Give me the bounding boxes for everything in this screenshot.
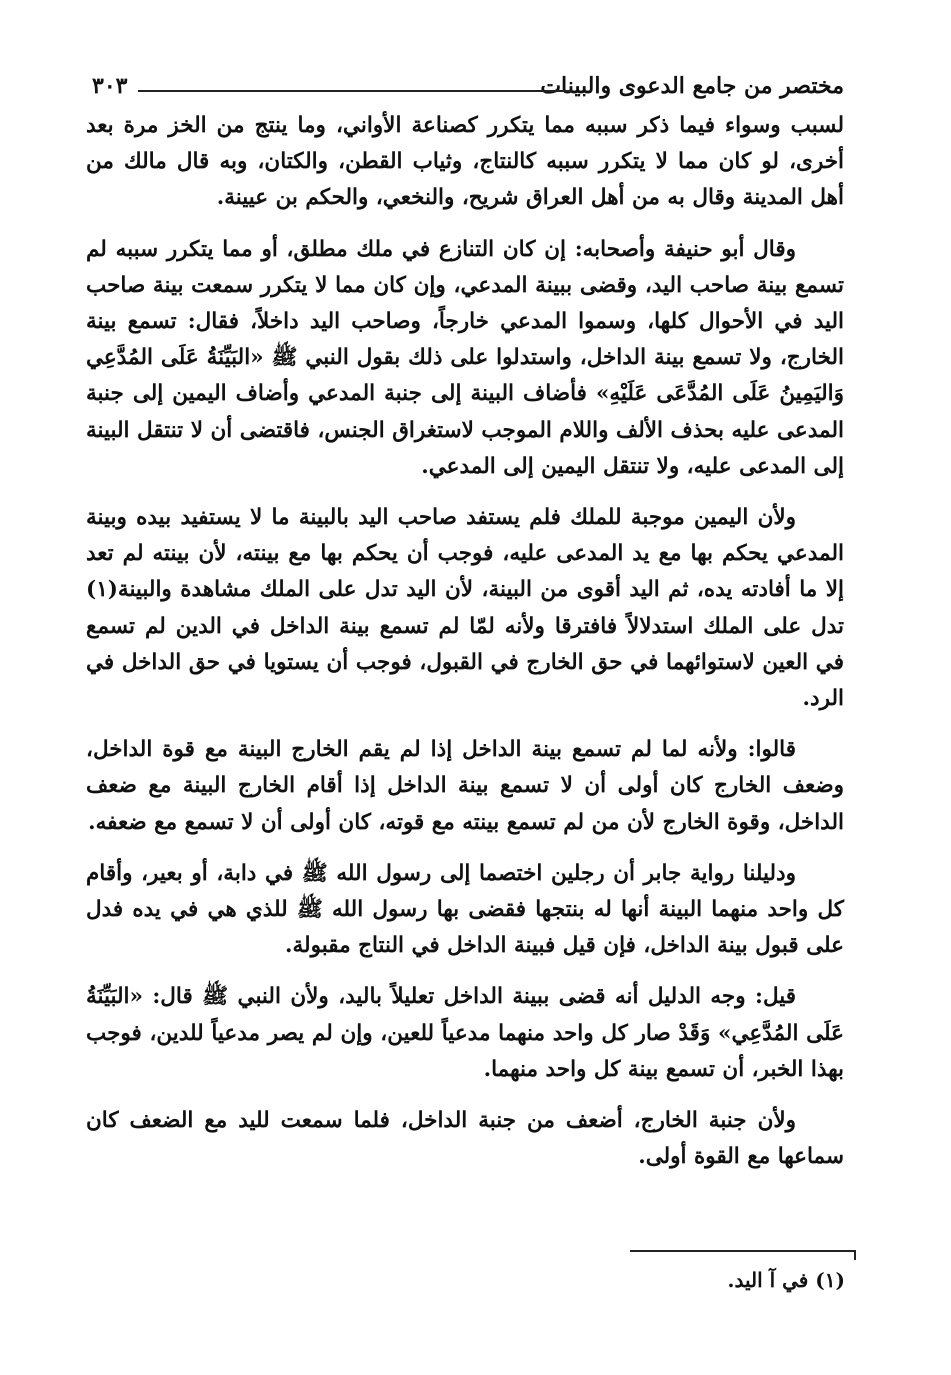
paragraph: ولأن اليمين موجبة للملك فلم يستفد صاحب اليد بالبينة ما لا يستفيد بيده وبينة المدعي يحكم بها مع يد المدعى عليه، فوجب أن يحكم بها مع بينته، لأن بينته لم تعد إلا ما أفادته يده، ثم اليد أقوى من البينة، لأن اليد تدل على الملك مشاهدة والبينة(١) تدل على الملك استدلالاً فافترقا ولأنه لمّا لم تسمع بينة الداخل في الدين لم تسمع في العين لاستوائهما في حق الخارج في القبول، فوجب أن يستويا في حق الداخل في الرد. [86, 505, 844, 712]
footnote-rule-tick [854, 1250, 856, 1260]
footnote-rule [630, 1250, 856, 1252]
paragraph: قيل: وجه الدليل أنه قضى ببينة الداخل تعليلاً باليد، ولأن النبي ﷺ قال: «البَيِّنَةُ عَلَى المُدَّعِي» وَقَدْ صار كل واحد منهما مدعياً للعين، وإن لم يصر مدعياً للدين، فوجب بهذا الخبر، أن تسمع بينة كل واحد منهما. [86, 984, 844, 1082]
running-title: مختصر من جامع الدعوى والبينات [540, 73, 844, 99]
paragraph: قالوا: ولأنه لما لم تسمع بينة الداخل إذا لم يقم الخارج البينة مع قوة الداخل، وضعف الخارج كان أولى أن لا تسمع بينة الداخل إذا أقام الخارج البينة مع ضعف الداخل، وقوة الخارج لأن من لم تسمع بينته مع قوته، كان أولى أن لا تسمع مع ضعفه. [86, 737, 844, 835]
footnote: (١) في آ اليد. [727, 1268, 845, 1292]
page-number: ٣٠٣ [92, 73, 128, 99]
paragraph: لسبب وسواء فيما ذكر سببه مما يتكرر كصناعة الأواني، وما ينتج من الخز مرة بعد أخرى، لو كان مما لا يتكرر سببه كالنتاج، وثياب القطن، والكتان، وبه قال مالك من أهل المدينة وقال به من أهل العراق شريح، والنخعي، والحكم بن عيينة. [86, 113, 844, 211]
body-text [86, 108, 844, 1190]
header-rule [138, 90, 572, 92]
page-header [92, 68, 844, 104]
paragraph: ودليلنا رواية جابر أن رجلين اختصما إلى رسول الله ﷺ في دابة، أو بعير، وأقام كل واحد منهما البينة أنها له بنتجها فقضى بها رسول الله ﷺ للذي هي في يده فدل على قبول بينة الداخل، فإن قيل فبينة الداخل في النتاج مقبولة. [86, 860, 844, 959]
paragraph: وقال أبو حنيفة وأصحابه: إن كان التنازع في ملك مطلق، أو مما يتكرر سببه لم تسمع بينة صاحب اليد، وقضى ببينة المدعي، وإن كان مما لا يتكرر سمعت بينة صاحب اليد في الأحوال كلها، وسموا المدعي خارجاً، وصاحب اليد داخلاً، فقال: تسمع بينة الخارج، ولا تسمع بينة الداخل، واستدلوا على ذلك بقول النبي ﷺ «البَيِّنَةُ عَلَى المُدَّعِي وَاليَمِينُ عَلَى المُدَّعَى عَلَيْهِ» فأضاف البينة إلى جنبة المدعي وأضاف اليمين إلى جنبة المدعى عليه بحذف الألف واللام الموجب لاستغراق الجنس، فاقتضى أن لا تنتقل البينة إلى المدعى عليه، ولا تنتقل اليمين إلى المدعي. [86, 236, 844, 479]
paragraph: ولأن جنبة الخارج، أضعف من جنبة الداخل، فلما سمعت لليد مع الضعف كان سماعها مع القوة أولى. [86, 1108, 844, 1170]
